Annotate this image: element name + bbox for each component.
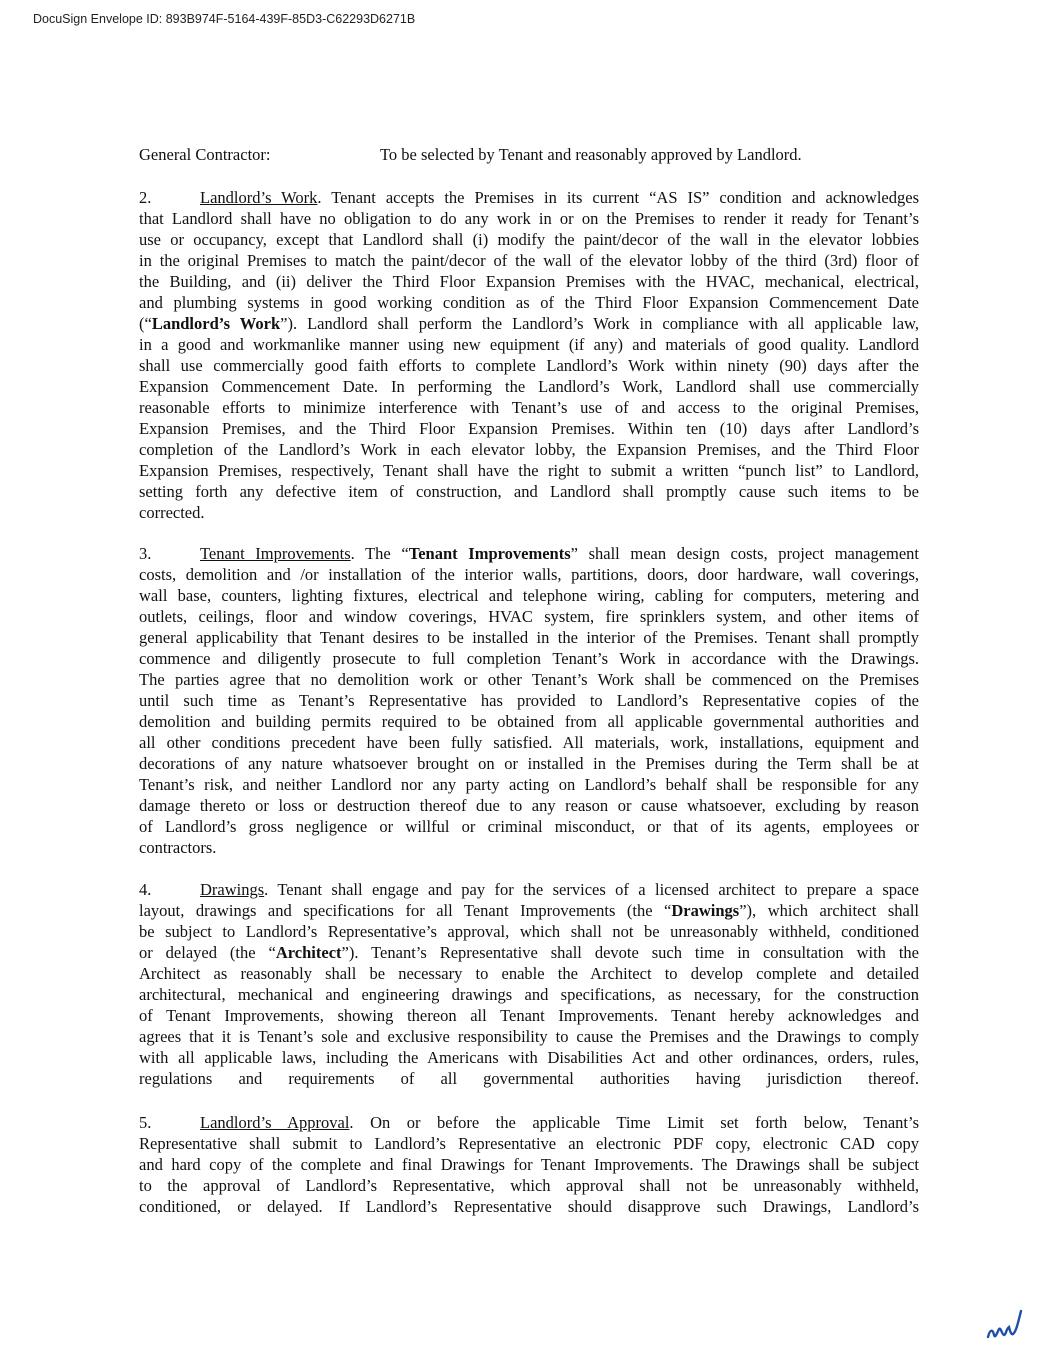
text-line xyxy=(139,816,919,837)
text-segment: Expansion Premises, respectively, Tenant shall have the right to submit a written “punch list” to Landlord, xyxy=(139,461,919,480)
section-heading: Landlord’s Approval xyxy=(200,1113,350,1132)
text-line xyxy=(139,900,919,921)
text-line xyxy=(139,187,919,208)
text-line xyxy=(139,690,919,711)
text-line xyxy=(139,229,919,250)
text-segment: ”). Tenant’s Representative shall devote such time in consultation with the xyxy=(341,943,920,962)
text-segment: . Tenant shall engage and pay for the services of a licensed architect to prepare a space xyxy=(264,880,919,899)
text-segment: decorations of any nature whatsoever brought on or installed in the Premises during the Term shall be at xyxy=(139,754,919,773)
text-segment: Representative shall submit to Landlord’s Representative an electronic PDF copy, electronic CAD copy xyxy=(139,1134,919,1153)
text-line xyxy=(139,313,919,334)
text-segment: Expansion Premises, and the Third Floor Expansion Premises. Within ten (10) days after Landlord’s xyxy=(139,419,919,438)
general-contractor-row xyxy=(139,145,919,165)
general-contractor-value: To be selected by Tenant and reasonably approved by Landlord. xyxy=(380,145,802,164)
text-line xyxy=(139,418,919,439)
text-line xyxy=(139,1068,919,1089)
text-segment: wall base, counters, lighting fixtures, electrical and telephone wiring, cabling for computers, metering and xyxy=(139,586,919,605)
defined-term: Landlord’s Work xyxy=(151,314,281,333)
text-line xyxy=(139,397,919,418)
section-number: 3. xyxy=(139,544,152,563)
text-line xyxy=(139,334,919,355)
text-segment: Expansion Commencement Date. In performing the Landlord’s Work, Landlord shall use commercially xyxy=(139,377,919,396)
text-line xyxy=(139,271,919,292)
text-segment: damage thereto or loss or destruction thereof due to any reason or cause whatsoever, excluding by reason xyxy=(139,796,919,815)
text-segment: layout, drawings and specifications for all Tenant Improvements (the “ xyxy=(139,901,672,920)
text-line xyxy=(139,543,919,564)
text-segment: to the approval of Landlord’s Representative, which approval shall not be unreasonably withheld, xyxy=(139,1176,919,1195)
text-segment: of Tenant Improvements, showing thereon all Tenant Improvements. Tenant hereby acknowledges and xyxy=(139,1006,919,1025)
text-line xyxy=(139,208,919,229)
text-segment: ” shall mean design costs, project management xyxy=(570,544,920,563)
text-line xyxy=(139,879,919,900)
text-segment: that Landlord shall have no obligation to do any work in or on the Premises to render it ready for Tenant’s xyxy=(139,209,919,228)
text-line xyxy=(139,1175,919,1196)
text-segment: use or occupancy, except that Landlord shall (i) modify the paint/decor of the wall in the elevator lobbies xyxy=(139,230,919,249)
text-segment: be subject to Landlord’s Representative’s approval, which shall not be unreasonably withheld, conditioned xyxy=(139,922,919,941)
text-segment: setting forth any defective item of construction, and Landlord shall promptly cause such items to be xyxy=(139,482,919,501)
text-segment: shall use commercially good faith efforts to complete Landlord’s Work within ninety (90) days after the xyxy=(139,356,919,375)
text-segment: The parties agree that no demolition work or other Tenant’s Work shall be commenced on the Premises xyxy=(139,670,919,689)
section-heading: Drawings xyxy=(200,880,265,899)
text-line xyxy=(139,460,919,481)
text-line xyxy=(139,942,919,963)
text-line xyxy=(139,1154,919,1175)
text-segment: architectural, mechanical and engineering drawings and specifications, as necessary, for the construction xyxy=(139,985,919,1004)
defined-term: Architect xyxy=(275,943,342,962)
text-line xyxy=(139,627,919,648)
text-segment: all other conditions precedent have been fully satisfied. All materials, work, installations, equipment and xyxy=(139,733,919,752)
text-segment: in the original Premises to match the paint/decor of the wall of the elevator lobby of the third (3rd) floor of xyxy=(139,251,919,270)
text-segment: commence and diligently prosecute to full completion Tenant’s Work in accordance with the Drawings. xyxy=(139,649,919,668)
text-segment: and plumbing systems in good working condition as of the Third Floor Expansion Commencement Date xyxy=(139,293,919,312)
text-segment: . The “ xyxy=(350,544,409,563)
text-segment: . Tenant accepts the Premises in its current “AS IS” condition and acknowledges xyxy=(317,188,919,207)
text-segment: and hard copy of the complete and final Drawings for Tenant Improvements. The Drawings shall be subject xyxy=(139,1155,919,1174)
text-line xyxy=(139,585,919,606)
section-number: 4. xyxy=(139,880,152,899)
text-segment: conditioned, or delayed. If Landlord’s Representative should disapprove such Drawings, Landlord’s xyxy=(139,1197,919,1216)
text-segment: completion of the Landlord’s Work in each elevator lobby, the Expansion Premises, and the Third Floor xyxy=(139,440,919,459)
text-line xyxy=(139,564,919,585)
text-segment: until such time as Tenant’s Representative has provided to Landlord’s Representative copies of the xyxy=(139,691,919,710)
text-segment: (“ xyxy=(139,314,152,333)
text-segment: demolition and building permits required to be obtained from all applicable governmental authorities and xyxy=(139,712,919,731)
text-line xyxy=(139,292,919,313)
text-line xyxy=(139,774,919,795)
text-segment: with all applicable laws, including the Americans with Disabilities Act and other ordinances, orders, rules, xyxy=(139,1048,919,1067)
text-segment: Tenant’s risk, and neither Landlord nor any party acting on Landlord’s behalf shall be responsible for any xyxy=(139,775,919,794)
text-segment: the Building, and (ii) deliver the Third Floor Expansion Premises with the HVAC, mechanical, electrical, xyxy=(139,272,919,291)
text-line xyxy=(139,732,919,753)
text-line xyxy=(139,1005,919,1026)
section-number: 2. xyxy=(139,188,152,207)
text-line xyxy=(139,984,919,1005)
text-segment: in a good and workmanlike manner using new equipment (if any) and materials of good quality. Landlord xyxy=(139,335,919,354)
section-4 xyxy=(139,879,919,1089)
text-line xyxy=(139,669,919,690)
defined-term: Tenant Improvements xyxy=(408,544,571,563)
text-segment: costs, demolition and /or installation of the interior walls, partitions, doors, door hardware, wall coverings, xyxy=(139,565,919,584)
text-segment: or delayed (the “ xyxy=(139,943,276,962)
text-line xyxy=(139,648,919,669)
text-line xyxy=(139,250,919,271)
section-heading: Tenant Improvements xyxy=(200,544,351,563)
text-line xyxy=(139,711,919,732)
text-segment: corrected. xyxy=(139,503,205,522)
section-3 xyxy=(139,543,919,858)
text-segment: general applicability that Tenant desires to be installed in the interior of the Premises. Tenant shall promptly xyxy=(139,628,919,647)
text-line xyxy=(139,481,919,502)
text-line xyxy=(139,1047,919,1068)
text-segment: of Landlord’s gross negligence or willful or criminal misconduct, or that of its agents, employees or xyxy=(139,817,919,836)
section-2 xyxy=(139,187,919,523)
text-segment: agrees that it is Tenant’s sole and exclusive responsibility to cause the Premises and the Drawings to comply xyxy=(139,1027,919,1046)
initials-signature-icon xyxy=(985,1305,1035,1345)
text-line xyxy=(139,355,919,376)
text-line xyxy=(139,837,919,858)
text-line xyxy=(139,376,919,397)
text-segment: regulations and requirements of all governmental authorities having jurisdiction thereof. xyxy=(139,1069,919,1088)
text-segment: . On or before the applicable Time Limit set forth below, Tenant’s xyxy=(349,1113,919,1132)
text-segment: ”). Landlord shall perform the Landlord’s Work in compliance with all applicable law, xyxy=(280,314,920,333)
general-contractor-label: General Contractor: xyxy=(139,145,271,164)
text-line xyxy=(139,439,919,460)
text-line xyxy=(139,1026,919,1047)
text-segment: reasonable efforts to minimize interference with Tenant’s use of and access to the original Premises, xyxy=(139,398,919,417)
text-line xyxy=(139,1112,919,1133)
text-segment: Architect as reasonably shall be necessary to enable the Architect to develop complete and detailed xyxy=(139,964,919,983)
text-line xyxy=(139,963,919,984)
text-line xyxy=(139,753,919,774)
section-5 xyxy=(139,1112,919,1217)
text-line xyxy=(139,921,919,942)
section-number: 5. xyxy=(139,1113,152,1132)
handwritten-initials xyxy=(985,1305,1035,1350)
text-segment: contractors. xyxy=(139,838,217,857)
text-line xyxy=(139,1133,919,1154)
section-heading: Landlord’s Work xyxy=(200,188,318,207)
defined-term: Drawings xyxy=(671,901,740,920)
text-line xyxy=(139,502,919,523)
text-line xyxy=(139,795,919,816)
text-segment: ”), which architect shall xyxy=(739,901,919,920)
text-segment: outlets, ceilings, floor and window coverings, HVAC system, fire sprinklers system, and other items of xyxy=(139,607,919,626)
text-line xyxy=(139,1196,919,1217)
docusign-envelope-id: DocuSign Envelope ID: 893B974F-5164-439F-85D3-C62293D6271B xyxy=(33,12,416,26)
text-line xyxy=(139,606,919,627)
